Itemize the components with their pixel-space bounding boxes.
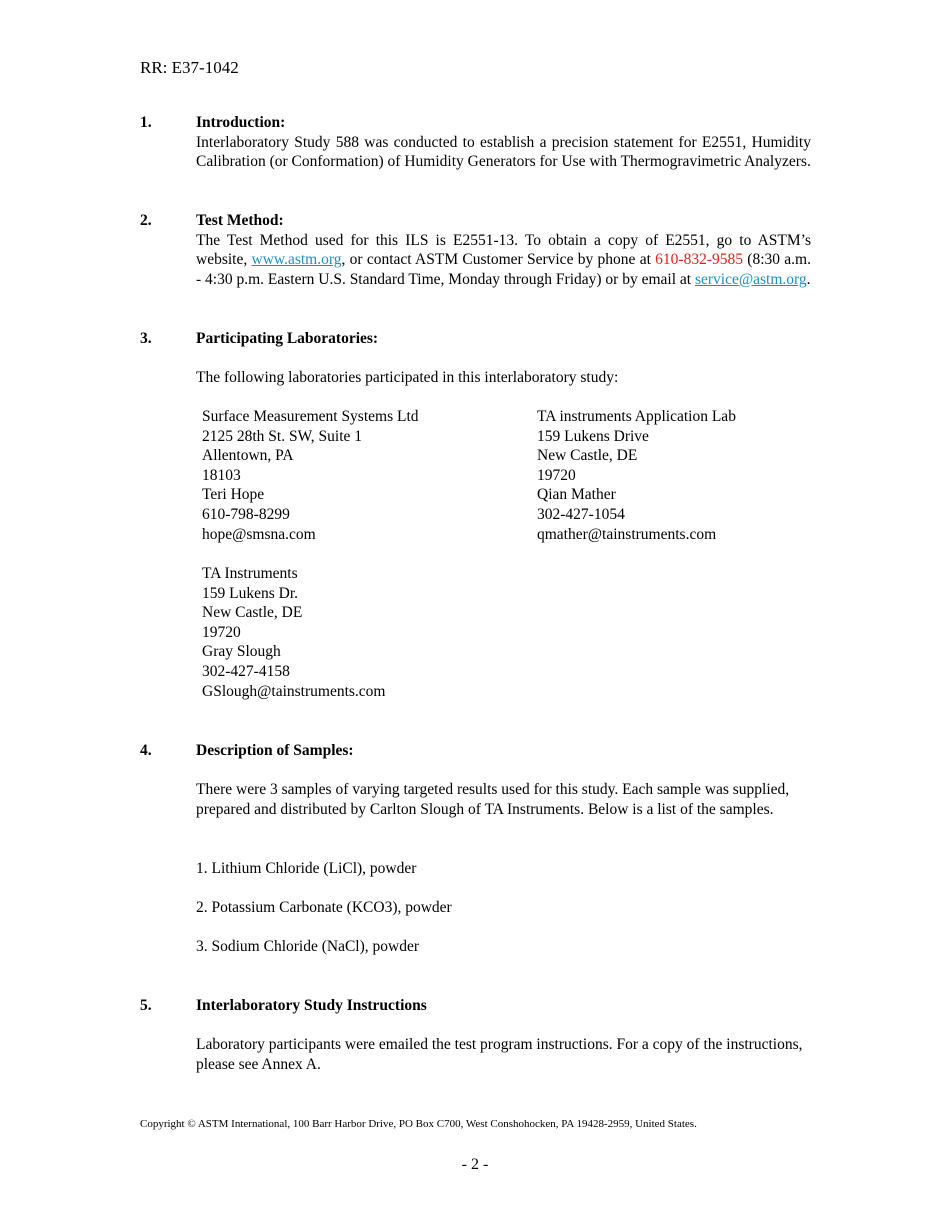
- section-text: Interlaboratory Study 588 was conducted to establish a precision statement for E2551, Humidity Calibration (or Conformation) of Humidity Generators for Use with Thermogravimetric Analyzers.: [196, 133, 811, 171]
- section-heading: Introduction:: [196, 114, 286, 131]
- copyright-footer: Copyright © ASTM International, 100 Barr Harbor Drive, PO Box C700, West Conshohocken, PA 19428-2959, United States.: [140, 1118, 697, 1130]
- lab-email: qmather@tainstruments.com: [537, 525, 717, 543]
- sample-list-item: 1. Lithium Chloride (LiCl), powder: [196, 860, 417, 877]
- section-number: 2.: [140, 212, 152, 229]
- section-intro: The following laboratories participated in this interlaboratory study:: [196, 369, 619, 387]
- service-email-link[interactable]: service@astm.org: [694, 270, 807, 288]
- lab-contact: Teri Hope: [202, 486, 265, 504]
- lab-phone: 610-798-8299: [202, 505, 290, 523]
- section-description-of-samples: [140, 741, 811, 819]
- section-text: Laboratory participants were emailed the test program instructions. For a copy of the instructions, please see Annex A.: [196, 1036, 803, 1073]
- lab-phone: 302-427-1054: [537, 505, 625, 523]
- lab-city: New Castle, DE: [537, 447, 638, 465]
- section-heading: Participating Laboratories:: [196, 330, 379, 347]
- lab-zip: 18103: [202, 466, 241, 484]
- section-number: 3.: [140, 330, 152, 347]
- lab-name: TA instruments Application Lab: [537, 408, 736, 425]
- page-number: - 2 -: [461, 1156, 489, 1173]
- section-participating-labs: [140, 329, 811, 388]
- section-test-method: [140, 211, 811, 289]
- sample-list-item: 2. Potassium Carbonate (KCO3), powder: [196, 899, 452, 916]
- section-heading: Interlaboratory Study Instructions: [196, 997, 427, 1014]
- lab-name: TA Instruments: [202, 565, 298, 582]
- astm-website-link[interactable]: www.astm.org: [251, 251, 342, 269]
- section-number: 5.: [140, 997, 152, 1014]
- lab-phone: 302-427-4158: [202, 662, 290, 680]
- section-text: There were 3 samples of varying targeted results used for this study. Each sample was supplied, prepared and distributed by Carlton Slough of TA Instruments. Below is a list of the samples.: [196, 781, 790, 818]
- lab-city: Allentown, PA: [202, 447, 294, 465]
- section-number: 1.: [140, 114, 152, 131]
- lab-street: 2125 28th St. SW, Suite 1: [202, 427, 363, 445]
- section-heading: Description of Samples:: [196, 742, 354, 759]
- lab-entry: [202, 564, 532, 701]
- lab-contact: Gray Slough: [202, 643, 281, 661]
- section-introduction: [140, 113, 811, 172]
- lab-contact: Qian Mather: [537, 486, 616, 504]
- lab-entry: [537, 407, 867, 544]
- section-number: 4.: [140, 742, 152, 759]
- lab-entry: [202, 407, 532, 544]
- lab-email: hope@smsna.com: [202, 525, 316, 543]
- sample-list-item: 3. Sodium Chloride (NaCl), powder: [196, 938, 420, 955]
- lab-zip: 19720: [537, 466, 576, 484]
- section-study-instructions: [140, 996, 811, 1074]
- lab-city: New Castle, DE: [202, 604, 303, 622]
- lab-zip: 19720: [202, 623, 241, 641]
- lab-street: 159 Lukens Dr.: [202, 584, 299, 602]
- report-id: RR: E37-1042: [140, 58, 239, 77]
- lab-email: GSlough@tainstruments.com: [202, 682, 386, 700]
- section-heading: Test Method:: [196, 212, 284, 229]
- lab-street: 159 Lukens Drive: [537, 427, 649, 445]
- lab-name: Surface Measurement Systems Ltd: [202, 408, 419, 425]
- section-text: The Test Method used for this ILS is E2551-13. To obtain a copy of E2551, go to ASTM’s website, www.astm.org, or contact ASTM Customer Service by phone at 610-832-9585 (8:30 a.m. - 4:30 p.m. Eastern U.S. Standard Time, Monday through Friday) or by email at service@astm.org.: [196, 231, 811, 288]
- customer-service-phone: 610-832-9585: [655, 251, 743, 269]
